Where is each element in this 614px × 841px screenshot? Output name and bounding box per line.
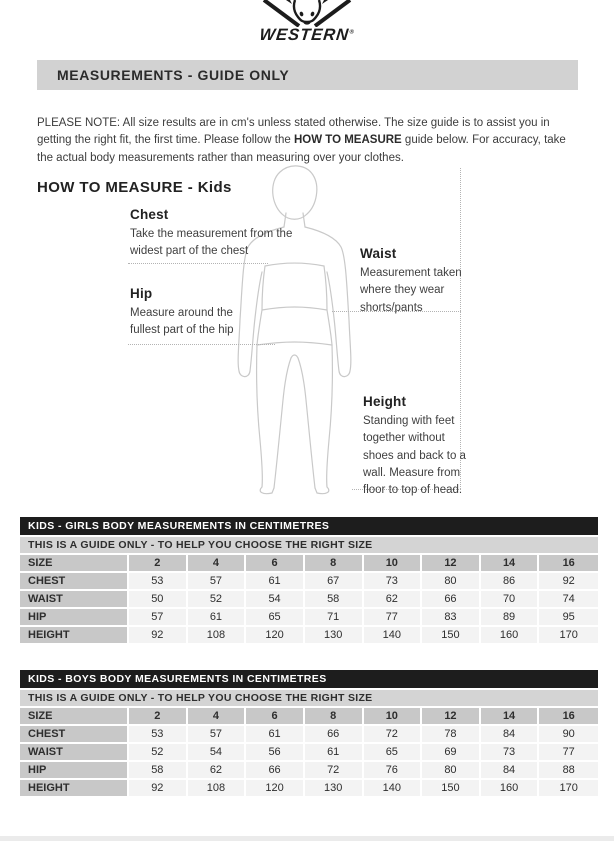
row-label-cell: HEIGHT [20, 627, 129, 645]
bull-head-icon [257, 0, 357, 27]
table-row [20, 591, 598, 609]
measurement-value-cell: 54 [188, 744, 247, 762]
measurement-value-cell: 170 [539, 627, 598, 645]
hip-description: Measure around the fullest part of the hip [130, 307, 234, 337]
boys-size-table [20, 670, 598, 798]
measurement-value-cell: 160 [481, 627, 540, 645]
measurement-value-cell: 50 [129, 591, 188, 609]
measurement-value-cell: 73 [364, 573, 423, 591]
measurement-value-cell: 77 [539, 744, 598, 762]
measurement-value-cell: 53 [129, 726, 188, 744]
measurement-value-cell: 67 [305, 573, 364, 591]
measurement-value-cell: 61 [246, 726, 305, 744]
measurement-value-cell: 72 [364, 726, 423, 744]
table-row [20, 762, 598, 780]
registered-mark: ® [349, 29, 356, 36]
size-value-cell: 8 [305, 708, 364, 726]
hip-label-block [130, 286, 280, 340]
measurement-value-cell: 150 [422, 780, 481, 798]
row-label-cell: WAIST [20, 591, 129, 609]
size-value-cell: 10 [364, 555, 423, 573]
measurement-value-cell: 130 [305, 780, 364, 798]
measurement-value-cell: 66 [422, 591, 481, 609]
row-label-cell: HIP [20, 762, 129, 780]
measurement-value-cell: 130 [305, 627, 364, 645]
row-label-cell: CHEST [20, 573, 129, 591]
boys-table-subtitle: THIS IS A GUIDE ONLY - TO HELP YOU CHOOSE THE RIGHT SIZE [20, 690, 598, 708]
size-value-cell: 16 [539, 555, 598, 573]
measurement-value-cell: 86 [481, 573, 540, 591]
measurement-value-cell: 76 [364, 762, 423, 780]
how-to-measure-title: HOW TO MEASURE - Kids [37, 179, 232, 197]
western-logo [247, 0, 367, 44]
size-value-cell: 6 [246, 555, 305, 573]
measurement-value-cell: 150 [422, 627, 481, 645]
measurement-value-cell: 88 [539, 762, 598, 780]
measurement-value-cell: 61 [246, 573, 305, 591]
measurement-value-cell: 84 [481, 762, 540, 780]
size-value-cell: 2 [129, 708, 188, 726]
chest-label-block [130, 207, 320, 261]
size-value-cell: 16 [539, 708, 598, 726]
measurement-value-cell: 90 [539, 726, 598, 744]
size-value-cell: 12 [422, 708, 481, 726]
size-header-cell: SIZE [20, 708, 129, 726]
measurement-value-cell: 80 [422, 762, 481, 780]
measurement-value-cell: 160 [481, 780, 540, 798]
chest-label: Chest [130, 207, 169, 222]
measurement-value-cell: 58 [305, 591, 364, 609]
height-label: Height [363, 394, 407, 409]
measurement-value-cell: 84 [481, 726, 540, 744]
waist-label: Waist [360, 246, 397, 261]
row-label-cell: WAIST [20, 744, 129, 762]
note-suffix: guide below. For accuracy, take the actual body measurements rather than measuring over your clothes. [37, 134, 566, 165]
row-label-cell: HEIGHT [20, 780, 129, 798]
measurement-value-cell: 57 [129, 609, 188, 627]
size-value-cell: 14 [481, 708, 540, 726]
row-label-cell: HIP [20, 609, 129, 627]
size-value-cell: 4 [188, 708, 247, 726]
waist-description: Measurement taken where they wear shorts/pants [360, 267, 462, 314]
measurement-value-cell: 52 [188, 591, 247, 609]
measurement-value-cell: 57 [188, 726, 247, 744]
table-row [20, 627, 598, 645]
measurement-value-cell: 61 [305, 744, 364, 762]
measurement-value-cell: 66 [305, 726, 364, 744]
measurement-value-cell: 92 [539, 573, 598, 591]
measurement-value-cell: 92 [129, 780, 188, 798]
note-bold: HOW TO MEASURE [293, 134, 402, 147]
measurement-value-cell: 80 [422, 573, 481, 591]
measurement-value-cell: 54 [246, 591, 305, 609]
measurement-value-cell: 120 [246, 627, 305, 645]
page-title: MEASUREMENTS - GUIDE ONLY [37, 60, 578, 90]
measurement-value-cell: 62 [188, 762, 247, 780]
measurement-value-cell: 69 [422, 744, 481, 762]
measurement-value-cell: 57 [188, 573, 247, 591]
note-prefix: PLEASE NOTE: All size results are in cm's unless stated otherwise. The size guide is to assist you in getting the right fit, the first time. Please follow the [37, 116, 550, 147]
row-label-cell: CHEST [20, 726, 129, 744]
measurement-value-cell: 72 [305, 762, 364, 780]
table-row [20, 573, 598, 591]
girls-table-subtitle: THIS IS A GUIDE ONLY - TO HELP YOU CHOOSE THE RIGHT SIZE [20, 537, 598, 555]
measurement-value-cell: 108 [188, 627, 247, 645]
measurement-value-cell: 65 [246, 609, 305, 627]
size-value-cell: 14 [481, 555, 540, 573]
girls-size-table [20, 517, 598, 645]
measurement-value-cell: 140 [364, 627, 423, 645]
measurement-value-cell: 78 [422, 726, 481, 744]
bottom-divider [0, 836, 614, 841]
chest-measure-line [128, 263, 268, 264]
measurement-value-cell: 140 [364, 780, 423, 798]
size-header-cell: SIZE [20, 555, 129, 573]
size-value-cell: 8 [305, 555, 364, 573]
measurement-value-cell: 53 [129, 573, 188, 591]
table-row [20, 744, 598, 762]
measurement-value-cell: 61 [188, 609, 247, 627]
height-label-block [363, 394, 471, 499]
size-value-cell: 10 [364, 708, 423, 726]
measurement-value-cell: 71 [305, 609, 364, 627]
table-row [20, 609, 598, 627]
table-row [20, 708, 598, 726]
measurement-value-cell: 92 [129, 627, 188, 645]
hip-label: Hip [130, 286, 153, 301]
measurement-value-cell: 95 [539, 609, 598, 627]
table-row [20, 780, 598, 798]
measurement-value-cell: 56 [246, 744, 305, 762]
size-value-cell: 4 [188, 555, 247, 573]
girls-table-title: KIDS - GIRLS BODY MEASUREMENTS IN CENTIMETRES [20, 517, 598, 537]
measurement-value-cell: 120 [246, 780, 305, 798]
measurement-value-cell: 65 [364, 744, 423, 762]
measurement-value-cell: 66 [246, 762, 305, 780]
hip-measure-line [128, 344, 275, 345]
size-value-cell: 12 [422, 555, 481, 573]
measurement-value-cell: 73 [481, 744, 540, 762]
measurement-value-cell: 62 [364, 591, 423, 609]
height-description: Standing with feet together without shoes and back to a wall. Measure from floor to top of head. [363, 415, 466, 496]
measurement-value-cell: 108 [188, 780, 247, 798]
size-value-cell: 6 [246, 708, 305, 726]
table-row [20, 726, 598, 744]
measurement-value-cell: 89 [481, 609, 540, 627]
table-row [20, 555, 598, 573]
measurement-value-cell: 58 [129, 762, 188, 780]
measurement-value-cell: 83 [422, 609, 481, 627]
chest-description: Take the measurement from the widest part of the chest [130, 228, 293, 258]
measurement-value-cell: 52 [129, 744, 188, 762]
measurement-value-cell: 77 [364, 609, 423, 627]
measurement-value-cell: 70 [481, 591, 540, 609]
waist-label-block [360, 246, 472, 317]
measurement-value-cell: 170 [539, 780, 598, 798]
measurement-value-cell: 74 [539, 591, 598, 609]
size-value-cell: 2 [129, 555, 188, 573]
boys-table-title: KIDS - BOYS BODY MEASUREMENTS IN CENTIMETRES [20, 670, 598, 690]
brand-name: WESTERN® [258, 26, 356, 44]
